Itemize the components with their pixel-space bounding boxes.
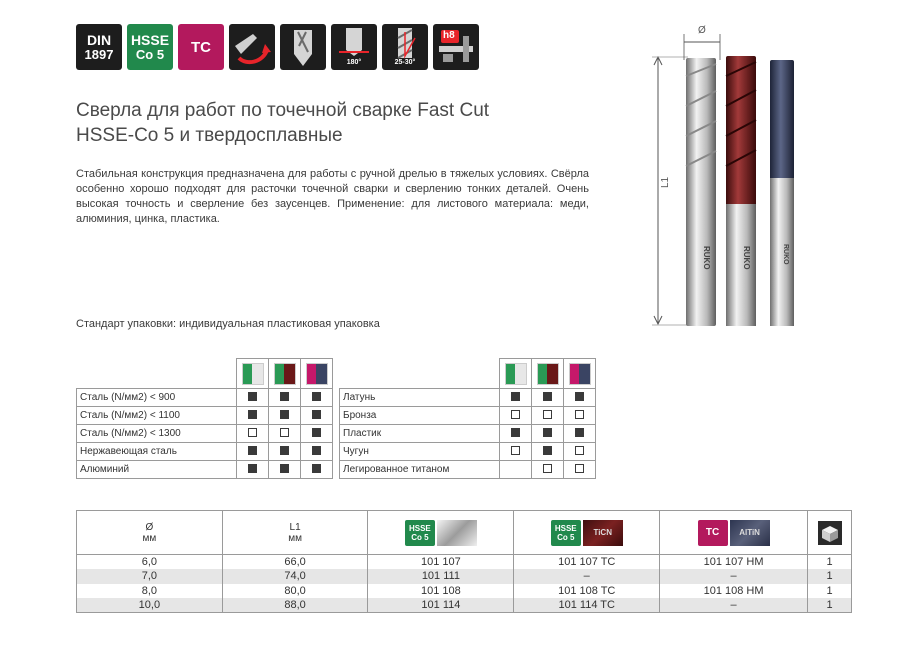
tc-article-cell: 101 107 HM xyxy=(660,555,808,570)
col-hsse-header xyxy=(368,511,514,555)
material-name: Алюминий xyxy=(77,461,237,479)
suitable-mark xyxy=(248,446,257,455)
brand-label-3: RUKO xyxy=(782,244,789,265)
suitable-mark xyxy=(543,392,552,401)
length-cell: 88,0 xyxy=(222,598,368,613)
diameter-cell: 8,0 xyxy=(77,584,223,599)
din-label: DIN xyxy=(86,32,112,48)
angle-25-30-label: 25-30° xyxy=(394,59,416,66)
hsse-swatch xyxy=(242,363,264,385)
tc-article-cell: 101 108 HM xyxy=(660,584,808,599)
hsse-ticn-article-cell: 101 114 TC xyxy=(514,598,660,613)
qty-cell: 1 xyxy=(808,598,852,613)
col-diameter-label: Ø xyxy=(145,521,154,533)
product-title-line2: HSSE-Co 5 и твердосплавные xyxy=(76,125,343,146)
material-name: Бронза xyxy=(340,407,500,425)
suitable-mark xyxy=(280,464,289,473)
length-cell: 80,0 xyxy=(222,584,368,599)
hsse-swatch xyxy=(505,363,527,385)
tc-article-cell: – xyxy=(660,598,808,613)
conditionally-suitable-mark xyxy=(543,410,552,419)
hsse-article-cell: 101 107 xyxy=(368,555,514,570)
suitable-mark xyxy=(312,392,321,401)
diameter-cell: 10,0 xyxy=(77,598,223,613)
material-name: Легированное титаном xyxy=(340,461,500,479)
suitable-mark xyxy=(543,428,552,437)
material-row xyxy=(77,407,333,425)
hsse-badge xyxy=(127,24,173,70)
suitable-mark xyxy=(280,446,289,455)
col-packaging-header xyxy=(808,511,852,555)
material-row xyxy=(340,461,596,479)
ticn-swatch xyxy=(537,363,559,385)
suitable-mark xyxy=(543,446,552,455)
drill-tip-icon xyxy=(280,24,326,70)
suitable-mark xyxy=(248,410,257,419)
table-row xyxy=(77,598,852,613)
hsse-co-label: Co 5 xyxy=(135,47,165,62)
hsse-article-cell: 101 111 xyxy=(368,569,514,584)
materials-table-left xyxy=(76,358,333,479)
material-name: Латунь xyxy=(340,389,500,407)
product-table xyxy=(76,510,852,613)
h8-label: h8 xyxy=(443,30,455,41)
hsse-ticn-article-cell: 101 108 TC xyxy=(514,584,660,599)
suitable-mark xyxy=(248,392,257,401)
col-length-label: L1 xyxy=(289,521,301,533)
conditionally-suitable-mark xyxy=(543,464,552,473)
ticn-swatch xyxy=(274,363,296,385)
diameter-cell: 6,0 xyxy=(77,555,223,570)
material-row xyxy=(77,443,333,461)
product-title xyxy=(76,98,596,148)
drill-illustration xyxy=(648,16,818,334)
hsse-label: HSSE xyxy=(130,32,170,48)
tolerance-h8-icon xyxy=(433,24,479,70)
conditionally-suitable-mark xyxy=(280,428,289,437)
col-tc-altin-header xyxy=(660,511,808,555)
bright-finish-swatch xyxy=(437,520,477,546)
tc-badge xyxy=(178,24,224,70)
col-length-header xyxy=(222,511,368,555)
hsse-ticn-article-cell: – xyxy=(514,569,660,584)
material-row xyxy=(77,425,333,443)
din-number: 1897 xyxy=(84,47,114,62)
ticn-coating-swatch: TiCN xyxy=(583,520,623,546)
material-name: Чугун xyxy=(340,443,500,461)
material-row xyxy=(340,443,596,461)
conditionally-suitable-mark xyxy=(575,446,584,455)
conditionally-suitable-mark xyxy=(511,410,520,419)
tc-label: TC xyxy=(191,38,211,56)
table-row xyxy=(77,584,852,599)
diameter-cell: 7,0 xyxy=(77,569,223,584)
conditionally-suitable-mark xyxy=(575,410,584,419)
altin-swatch xyxy=(569,363,591,385)
col-diameter-header xyxy=(77,511,223,555)
length-cell: 66,0 xyxy=(222,555,368,570)
tc-mini-badge: TC xyxy=(698,520,728,546)
suitable-mark xyxy=(575,392,584,401)
suitable-mark xyxy=(575,428,584,437)
material-row xyxy=(340,389,596,407)
hsse-article-cell: 101 108 xyxy=(368,584,514,599)
suitable-mark xyxy=(280,410,289,419)
material-row xyxy=(77,389,333,407)
conditionally-suitable-mark xyxy=(575,464,584,473)
length-cell: 74,0 xyxy=(222,569,368,584)
col-hsse-ticn-header xyxy=(514,511,660,555)
materials-table-right xyxy=(339,358,596,479)
suitable-mark xyxy=(312,446,321,455)
material-name: Сталь (N/мм2) < 1100 xyxy=(77,407,237,425)
conditionally-suitable-mark xyxy=(248,428,257,437)
helix-angle-icon xyxy=(382,24,428,70)
material-name: Пластик xyxy=(340,425,500,443)
brand-label-2: RUKO xyxy=(742,246,751,270)
suitable-mark xyxy=(248,464,257,473)
hsse-mini-badge: HSSE Co 5 xyxy=(405,520,435,546)
material-row xyxy=(77,461,333,479)
diameter-dimension-label: Ø xyxy=(698,25,706,36)
suitable-mark xyxy=(280,392,289,401)
suitable-mark xyxy=(312,428,321,437)
qty-cell: 1 xyxy=(808,584,852,599)
suitable-mark xyxy=(312,410,321,419)
tc-article-cell: – xyxy=(660,569,808,584)
table-row xyxy=(77,569,852,584)
product-description: Стабильная конструкция предназначена для работы с ручной дрелью в тяжелых условиях. Свёрла особенно хорошо подходят для расточки точечной сварки и сверлению тонких деталей. Очень высокая точность и сверление без заусенцев. Применение: для листового материала: меди, алюминия, цинка, пластика. xyxy=(76,168,589,225)
material-name: Сталь (N/мм2) < 1300 xyxy=(77,425,237,443)
material-row xyxy=(340,407,596,425)
hsse-ticn-article-cell: 101 107 TC xyxy=(514,555,660,570)
material-name: Нержавеющая сталь xyxy=(77,443,237,461)
length-dimension-label: L1 xyxy=(660,176,671,188)
package-icon xyxy=(818,521,842,545)
brand-label-1: RUKO xyxy=(702,246,711,270)
table-row xyxy=(77,555,852,570)
altin-swatch xyxy=(306,363,328,385)
altin-coating-swatch: AlTiN xyxy=(730,520,770,546)
conditionally-suitable-mark xyxy=(511,446,520,455)
din-badge xyxy=(76,24,122,70)
product-title-line1: Сверла для работ по точечной сварке Fast Cut xyxy=(76,100,490,121)
hsse-article-cell: 101 114 xyxy=(368,598,514,613)
material-name: Сталь (N/мм2) < 900 xyxy=(77,389,237,407)
hsse-mini-badge: HSSE Co 5 xyxy=(551,520,581,546)
qty-cell: 1 xyxy=(808,555,852,570)
feature-badges xyxy=(76,24,479,70)
suitable-mark xyxy=(312,464,321,473)
material-row xyxy=(340,425,596,443)
qty-cell: 1 xyxy=(808,569,852,584)
suitable-mark xyxy=(511,392,520,401)
angle-180-label: 180° xyxy=(346,59,362,66)
point-angle-180-icon xyxy=(331,24,377,70)
col-diameter-unit: мм xyxy=(142,532,157,544)
packaging-note: Стандарт упаковки: индивидуальная пластиковая упаковка xyxy=(76,318,380,330)
col-length-unit: мм xyxy=(288,532,302,544)
rotation-direction-icon xyxy=(229,24,275,70)
suitable-mark xyxy=(511,428,520,437)
